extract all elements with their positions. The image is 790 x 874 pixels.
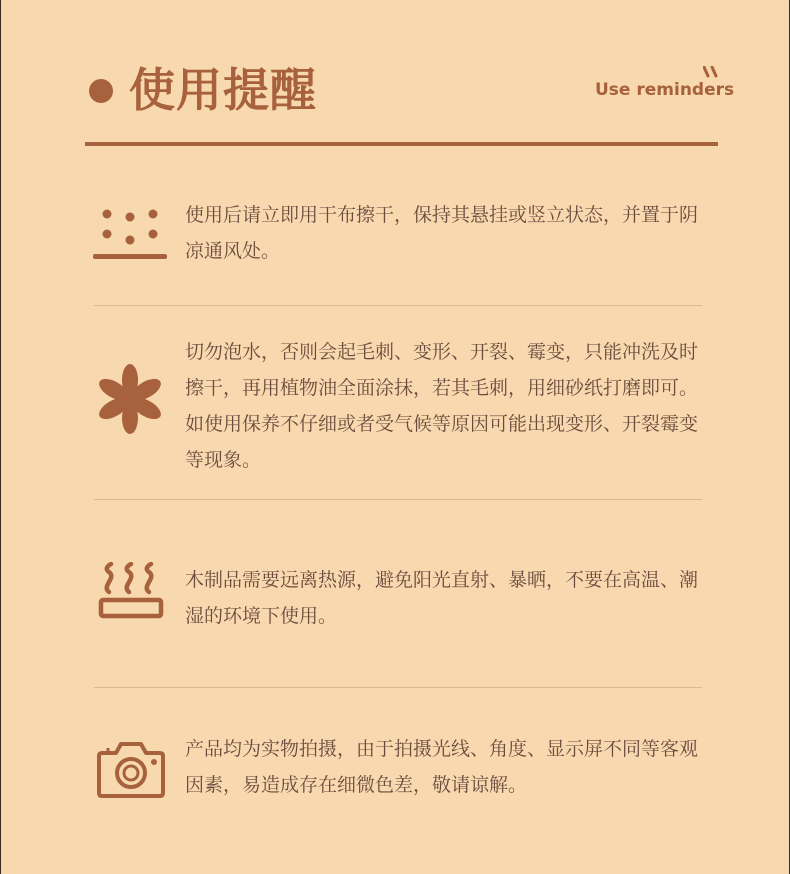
title-bullet	[89, 79, 113, 103]
title-underline	[85, 142, 718, 146]
item-divider	[94, 687, 702, 688]
water-drops-icon	[93, 206, 167, 262]
quote-mark-icon	[703, 66, 719, 78]
heat-source-icon	[97, 562, 165, 620]
reminder-text-4: 产品均为实物拍摄，由于拍摄光线、角度、显示屏不同等客观因素，易造成存在细微色差，敬请谅解。	[185, 738, 699, 796]
section-title: 使用提醒	[129, 63, 317, 117]
flower-icon	[97, 364, 163, 434]
section-subtitle: Use reminders	[595, 80, 735, 100]
camera-icon	[96, 739, 166, 799]
item-divider	[94, 305, 702, 306]
reminder-text-1: 使用后请立即用干布擦干，保持其悬挂或竖立状态，并置于阴凉通风处。	[185, 204, 699, 262]
item-divider	[94, 499, 702, 500]
reminder-text-3: 木制品需要远离热源，避免阳光直射、暴晒，不要在高温、潮湿的环境下使用。	[185, 569, 699, 627]
reminder-text-2: 切勿泡水，否则会起毛刺、变形、开裂、霉变，只能冲洗及时擦干，再用植物油全面涂抹，若其毛刺，用细砂纸打磨即可。如使用保养不仔细或者受气候等原因可能出现变形、开裂霉变等现象。	[185, 341, 699, 471]
